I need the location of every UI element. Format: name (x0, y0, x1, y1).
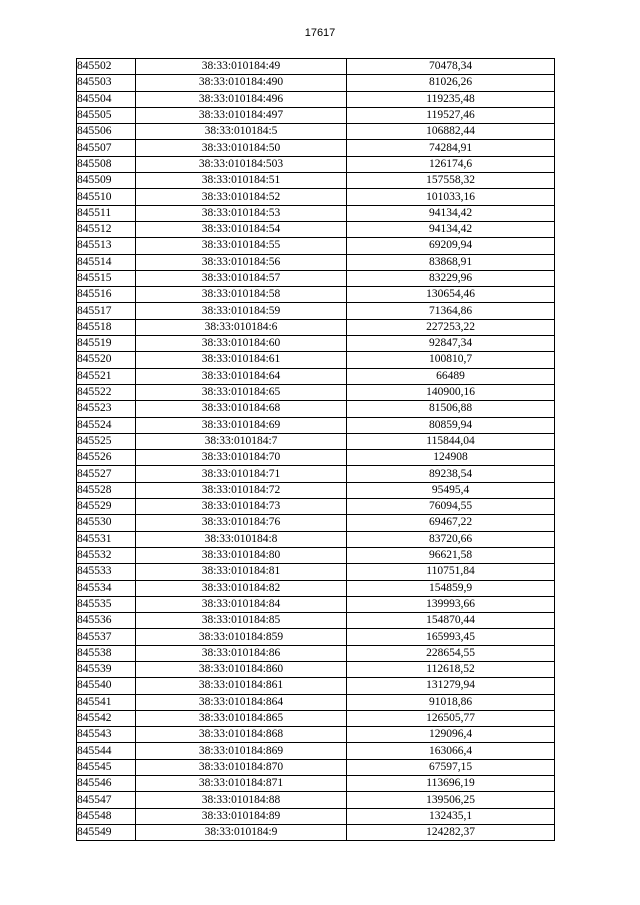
cadastral-number-cell: 38:33:010184:65 (136, 384, 347, 400)
table-row (77, 564, 555, 580)
row-number-cell: 845530 (77, 515, 136, 531)
table-row (77, 580, 555, 596)
cadastral-number-cell: 38:33:010184:73 (136, 499, 347, 515)
table-row (77, 303, 555, 319)
row-number-cell: 845547 (77, 792, 136, 808)
row-number-cell: 845514 (77, 254, 136, 270)
cadastral-number-cell: 38:33:010184:59 (136, 303, 347, 319)
value-cell: 126505,77 (347, 710, 555, 726)
value-cell: 163066,4 (347, 743, 555, 759)
row-number-cell: 845536 (77, 613, 136, 629)
row-number-cell: 845528 (77, 482, 136, 498)
cadastral-number-cell: 38:33:010184:5 (136, 124, 347, 140)
value-cell: 130654,46 (347, 287, 555, 303)
value-cell: 140900,16 (347, 384, 555, 400)
row-number-cell: 845546 (77, 776, 136, 792)
value-cell: 80859,94 (347, 417, 555, 433)
row-number-cell: 845537 (77, 629, 136, 645)
row-number-cell: 845515 (77, 270, 136, 286)
row-number-cell: 845510 (77, 189, 136, 205)
table-row (77, 596, 555, 612)
value-cell: 110751,84 (347, 564, 555, 580)
table-row (77, 91, 555, 107)
value-cell: 139993,66 (347, 596, 555, 612)
value-cell: 83229,96 (347, 270, 555, 286)
row-number-cell: 845548 (77, 808, 136, 824)
table-row (77, 531, 555, 547)
cadastral-number-cell: 38:33:010184:490 (136, 75, 347, 91)
cadastral-number-cell: 38:33:010184:50 (136, 140, 347, 156)
value-cell: 106882,44 (347, 124, 555, 140)
cadastral-number-cell: 38:33:010184:84 (136, 596, 347, 612)
registry-table (76, 58, 555, 841)
table-row (77, 401, 555, 417)
value-cell: 115844,04 (347, 433, 555, 449)
cadastral-number-cell: 38:33:010184:58 (136, 287, 347, 303)
value-cell: 113696,19 (347, 776, 555, 792)
row-number-cell: 845542 (77, 710, 136, 726)
cadastral-number-cell: 38:33:010184:68 (136, 401, 347, 417)
row-number-cell: 845531 (77, 531, 136, 547)
cadastral-number-cell: 38:33:010184:860 (136, 661, 347, 677)
cadastral-number-cell: 38:33:010184:859 (136, 629, 347, 645)
cadastral-number-cell: 38:33:010184:497 (136, 107, 347, 123)
table-row (77, 221, 555, 237)
value-cell: 124908 (347, 450, 555, 466)
value-cell: 119235,48 (347, 91, 555, 107)
table-row (77, 776, 555, 792)
table-row (77, 417, 555, 433)
row-number-cell: 845527 (77, 466, 136, 482)
table-row (77, 824, 555, 840)
cadastral-number-cell: 38:33:010184:71 (136, 466, 347, 482)
value-cell: 165993,45 (347, 629, 555, 645)
table-row (77, 792, 555, 808)
value-cell: 76094,55 (347, 499, 555, 515)
cadastral-number-cell: 38:33:010184:54 (136, 221, 347, 237)
row-number-cell: 845534 (77, 580, 136, 596)
value-cell: 119527,46 (347, 107, 555, 123)
cadastral-number-cell: 38:33:010184:51 (136, 173, 347, 189)
cadastral-number-cell: 38:33:010184:8 (136, 531, 347, 547)
cadastral-number-cell: 38:33:010184:89 (136, 808, 347, 824)
value-cell: 69209,94 (347, 238, 555, 254)
table-row (77, 336, 555, 352)
row-number-cell: 845543 (77, 727, 136, 743)
cadastral-number-cell: 38:33:010184:870 (136, 759, 347, 775)
cadastral-number-cell: 38:33:010184:864 (136, 694, 347, 710)
table-row (77, 433, 555, 449)
table-row (77, 808, 555, 824)
cadastral-number-cell: 38:33:010184:76 (136, 515, 347, 531)
table-row (77, 270, 555, 286)
table-row (77, 515, 555, 531)
cadastral-number-cell: 38:33:010184:70 (136, 450, 347, 466)
table-row (77, 368, 555, 384)
cadastral-number-cell: 38:33:010184:869 (136, 743, 347, 759)
cadastral-number-cell: 38:33:010184:9 (136, 824, 347, 840)
row-number-cell: 845512 (77, 221, 136, 237)
cadastral-number-cell: 38:33:010184:56 (136, 254, 347, 270)
cadastral-number-cell: 38:33:010184:86 (136, 645, 347, 661)
value-cell: 83868,91 (347, 254, 555, 270)
table-row (77, 189, 555, 205)
table-row (77, 678, 555, 694)
row-number-cell: 845544 (77, 743, 136, 759)
table-row (77, 254, 555, 270)
cadastral-number-cell: 38:33:010184:57 (136, 270, 347, 286)
cadastral-number-cell: 38:33:010184:69 (136, 417, 347, 433)
cadastral-number-cell: 38:33:010184:871 (136, 776, 347, 792)
table-row (77, 75, 555, 91)
value-cell: 69467,22 (347, 515, 555, 531)
value-cell: 101033,16 (347, 189, 555, 205)
row-number-cell: 845533 (77, 564, 136, 580)
cadastral-number-cell: 38:33:010184:60 (136, 336, 347, 352)
row-number-cell: 845521 (77, 368, 136, 384)
value-cell: 131279,94 (347, 678, 555, 694)
table-row (77, 205, 555, 221)
cadastral-number-cell: 38:33:010184:868 (136, 727, 347, 743)
table-row (77, 694, 555, 710)
value-cell: 100810,7 (347, 352, 555, 368)
cadastral-number-cell: 38:33:010184:861 (136, 678, 347, 694)
row-number-cell: 845506 (77, 124, 136, 140)
row-number-cell: 845519 (77, 336, 136, 352)
registry-table-body (77, 59, 555, 841)
cadastral-number-cell: 38:33:010184:503 (136, 156, 347, 172)
row-number-cell: 845502 (77, 59, 136, 75)
row-number-cell: 845516 (77, 287, 136, 303)
table-row (77, 743, 555, 759)
row-number-cell: 845520 (77, 352, 136, 368)
table-row (77, 59, 555, 75)
cadastral-number-cell: 38:33:010184:82 (136, 580, 347, 596)
table-row (77, 727, 555, 743)
value-cell: 66489 (347, 368, 555, 384)
value-cell: 132435,1 (347, 808, 555, 824)
value-cell: 74284,91 (347, 140, 555, 156)
value-cell: 91018,86 (347, 694, 555, 710)
table-row (77, 107, 555, 123)
row-number-cell: 845540 (77, 678, 136, 694)
row-number-cell: 845549 (77, 824, 136, 840)
row-number-cell: 845529 (77, 499, 136, 515)
table-row (77, 140, 555, 156)
table-row (77, 629, 555, 645)
value-cell: 139506,25 (347, 792, 555, 808)
row-number-cell: 845505 (77, 107, 136, 123)
value-cell: 70478,34 (347, 59, 555, 75)
cadastral-number-cell: 38:33:010184:85 (136, 613, 347, 629)
table-row (77, 173, 555, 189)
row-number-cell: 845538 (77, 645, 136, 661)
value-cell: 81506,88 (347, 401, 555, 417)
value-cell: 154859,9 (347, 580, 555, 596)
table-row (77, 384, 555, 400)
table-row (77, 287, 555, 303)
value-cell: 129096,4 (347, 727, 555, 743)
table-row (77, 156, 555, 172)
row-number-cell: 845511 (77, 205, 136, 221)
row-number-cell: 845522 (77, 384, 136, 400)
cadastral-number-cell: 38:33:010184:53 (136, 205, 347, 221)
cadastral-number-cell: 38:33:010184:865 (136, 710, 347, 726)
row-number-cell: 845503 (77, 75, 136, 91)
value-cell: 92847,34 (347, 336, 555, 352)
value-cell: 96621,58 (347, 547, 555, 563)
cadastral-number-cell: 38:33:010184:64 (136, 368, 347, 384)
value-cell: 89238,54 (347, 466, 555, 482)
cadastral-number-cell: 38:33:010184:61 (136, 352, 347, 368)
row-number-cell: 845523 (77, 401, 136, 417)
value-cell: 94134,42 (347, 205, 555, 221)
table-row (77, 613, 555, 629)
value-cell: 81026,26 (347, 75, 555, 91)
row-number-cell: 845507 (77, 140, 136, 156)
cadastral-number-cell: 38:33:010184:6 (136, 319, 347, 335)
page-number: 17617 (304, 27, 336, 39)
row-number-cell: 845526 (77, 450, 136, 466)
cadastral-number-cell: 38:33:010184:52 (136, 189, 347, 205)
cadastral-number-cell: 38:33:010184:88 (136, 792, 347, 808)
row-number-cell: 845541 (77, 694, 136, 710)
table-row (77, 466, 555, 482)
row-number-cell: 845513 (77, 238, 136, 254)
row-number-cell: 845509 (77, 173, 136, 189)
table-row (77, 238, 555, 254)
table-row (77, 661, 555, 677)
value-cell: 154870,44 (347, 613, 555, 629)
value-cell: 71364,86 (347, 303, 555, 319)
cadastral-number-cell: 38:33:010184:55 (136, 238, 347, 254)
table-row (77, 482, 555, 498)
row-number-cell: 845532 (77, 547, 136, 563)
row-number-cell: 845504 (77, 91, 136, 107)
cadastral-number-cell: 38:33:010184:72 (136, 482, 347, 498)
table-row (77, 352, 555, 368)
row-number-cell: 845539 (77, 661, 136, 677)
value-cell: 227253,22 (347, 319, 555, 335)
table-row (77, 645, 555, 661)
table-row (77, 124, 555, 140)
value-cell: 95495,4 (347, 482, 555, 498)
table-row (77, 759, 555, 775)
cadastral-number-cell: 38:33:010184:49 (136, 59, 347, 75)
row-number-cell: 845535 (77, 596, 136, 612)
table-row (77, 450, 555, 466)
value-cell: 126174,6 (347, 156, 555, 172)
row-number-cell: 845508 (77, 156, 136, 172)
value-cell: 228654,55 (347, 645, 555, 661)
table-row (77, 499, 555, 515)
cadastral-number-cell: 38:33:010184:496 (136, 91, 347, 107)
table-row (77, 319, 555, 335)
row-number-cell: 845524 (77, 417, 136, 433)
value-cell: 124282,37 (347, 824, 555, 840)
table-row (77, 547, 555, 563)
cadastral-number-cell: 38:33:010184:80 (136, 547, 347, 563)
value-cell: 67597,15 (347, 759, 555, 775)
row-number-cell: 845525 (77, 433, 136, 449)
value-cell: 112618,52 (347, 661, 555, 677)
cadastral-number-cell: 38:33:010184:7 (136, 433, 347, 449)
value-cell: 83720,66 (347, 531, 555, 547)
row-number-cell: 845545 (77, 759, 136, 775)
row-number-cell: 845518 (77, 319, 136, 335)
cadastral-number-cell: 38:33:010184:81 (136, 564, 347, 580)
table-row (77, 710, 555, 726)
value-cell: 94134,42 (347, 221, 555, 237)
row-number-cell: 845517 (77, 303, 136, 319)
value-cell: 157558,32 (347, 173, 555, 189)
